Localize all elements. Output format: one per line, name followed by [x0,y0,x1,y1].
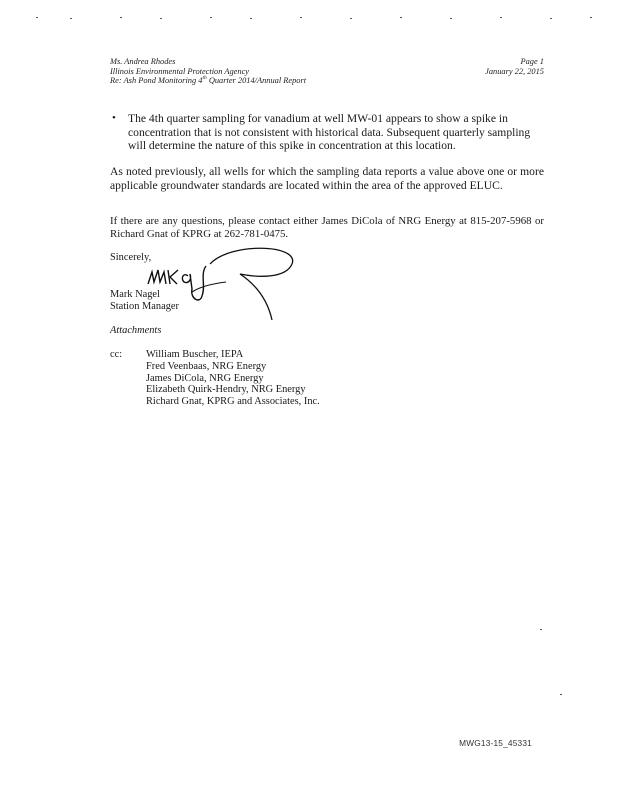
scan-speck [540,629,542,630]
bates-number: MWG13-15_45331 [459,738,532,748]
attachments-label: Attachments [110,325,162,336]
cc-recipient: Fred Veenbaas, NRG Energy [146,360,267,372]
header-date: January 22, 2015 [485,66,544,76]
cc-recipient: William Buscher, IEPA [146,349,244,360]
signer-name: Mark Nagel [110,289,160,300]
cc-list [146,349,320,408]
bullet-text: The 4th quarter sampling for vanadium at well MW-01 appears to show a spike in concentration that is not consistent with historical data. Subsequent quarterly sampling will determine the nature of this spike in concentration at this location. [128,112,531,153]
cc-recipient: Richard Gnat, KPRG and Associates, Inc. [146,396,320,408]
bullet-marker: • [112,112,116,124]
ordinal-suffix: th [202,75,207,82]
paragraph-contact: If there are any questions, please contact either James DiCola of NRG Energy at 815-207-5968 or Richard Gnat of KPRG at 262-781-0475. [110,215,544,240]
letter-header-right [485,57,544,76]
scan-speck [560,694,562,695]
header-recipient: Ms. Andrea Rhodes [110,57,176,66]
scan-noise [0,0,618,30]
header-agency: Illinois Environmental Protection Agency [110,66,250,76]
cc-recipient: James DiCola, NRG Energy [146,372,264,384]
cc-label: cc: [110,349,123,360]
header-subject: Re: Ash Pond Monitoring 4th Quarter 2014/Annual Report [110,75,307,85]
closing: Sincerely, [110,252,152,263]
paragraph-eluc: As noted previously, all wells for which the sampling data reports a value above one or more applicable groundwater standards are located within the area of the approved ELUC. [110,165,544,192]
cc-recipient: Elizabeth Quirk-Hendry, NRG Energy [146,384,306,396]
header-page-number: Page 1 [520,57,544,66]
signer-title: Station Manager [110,301,179,312]
bullet-item [112,112,544,153]
letter-header-left [110,57,306,86]
